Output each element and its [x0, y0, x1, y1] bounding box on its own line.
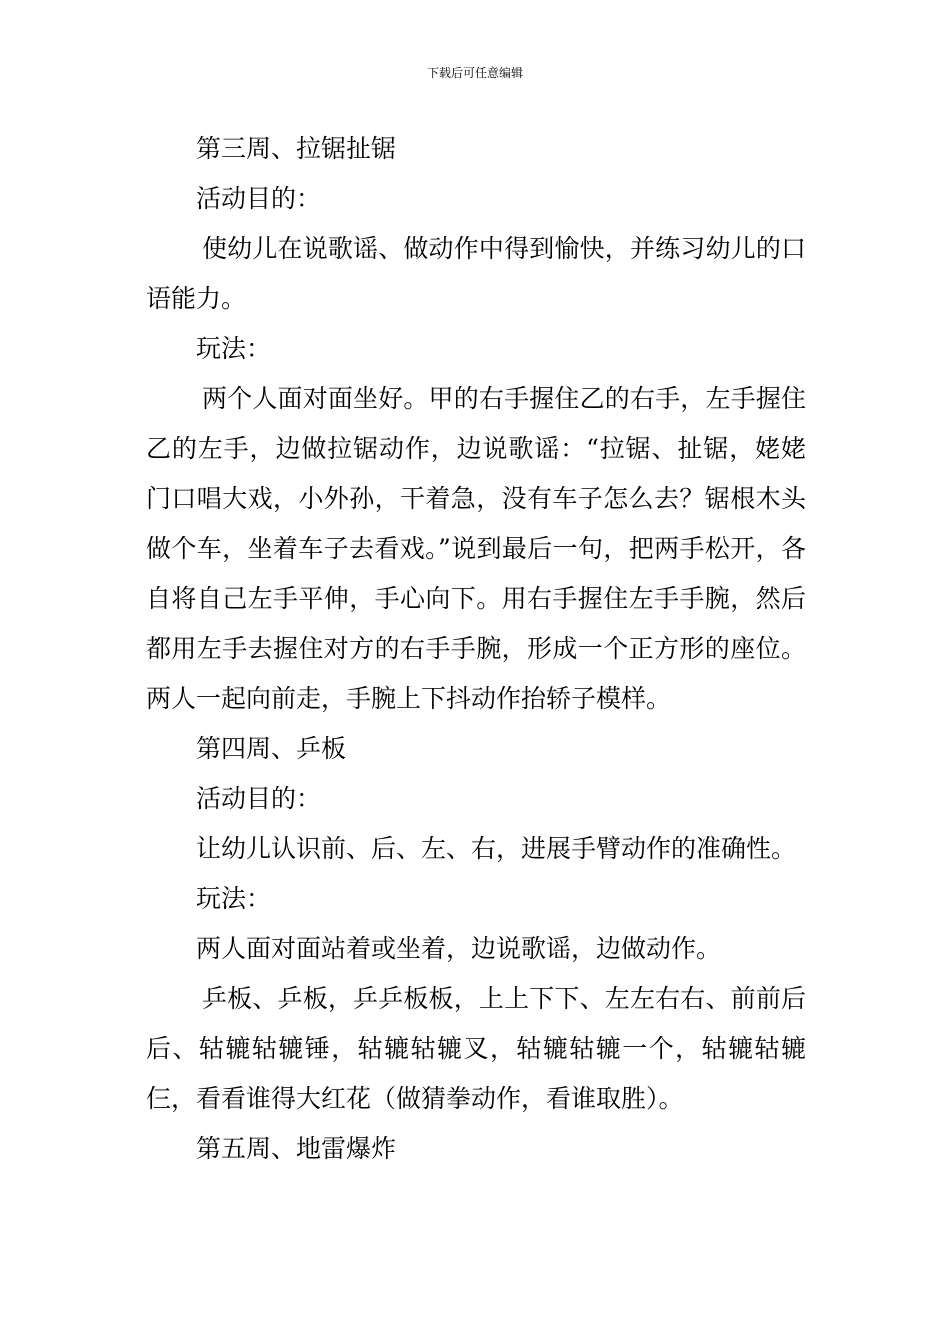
week4-play-paragraph: 两人面对面站着或坐着，边说歌谣，边做动作。 [196, 934, 722, 963]
week4-goal-label: 活动目的： [196, 784, 322, 813]
week4-goal-paragraph: 让幼儿认识前、后、左、右，进展手臂动作的准确性。 [196, 834, 797, 863]
week3-title: 第三周、拉锯扯锯 [196, 134, 397, 163]
week4-play-label: 玩法： [196, 884, 272, 913]
week4-title: 第四周、乒板 [196, 734, 347, 763]
week5-title: 第五周、地雷爆炸 [196, 1134, 397, 1163]
page-header: 下载后可任意编辑 [426, 66, 523, 80]
week3-goal-label: 活动目的： [196, 184, 322, 213]
document-body [146, 124, 806, 1174]
week3-play-label: 玩法： [196, 334, 272, 363]
week3-goal-paragraph: 使幼儿在说歌谣、做动作中得到愉快，并练习幼儿的口语能力。 [146, 234, 806, 313]
week4-rhyme-paragraph: 乒板、乒板，乒乒板板，上上下下、左左右右、前前后后、轱辘轱辘锤，轱辘轱辘叉，轱辘轱辘一个，轱辘轱辘仨，看看谁得大红花（做猜拳动作，看谁取胜）。 [146, 984, 806, 1113]
week3-play-paragraph: 两个人面对面坐好。甲的右手握住乙的右手，左手握住乙的左手，边做拉锯动作，边说歌谣：“拉锯、扯锯，姥姥门口唱大戏，小外孙，干着急，没有车子怎么去？锯根木头做个车，坐着车子去看戏。”说到最后一句，把两手松开，各自将自己左手平伸，手心向下。用右手握住左手手腕，然后都用左手去握住对方的右手手腕，形成一个正方形的座位。两人一起向前走，手腕上下抖动作抬轿子模样。 [146, 384, 806, 713]
